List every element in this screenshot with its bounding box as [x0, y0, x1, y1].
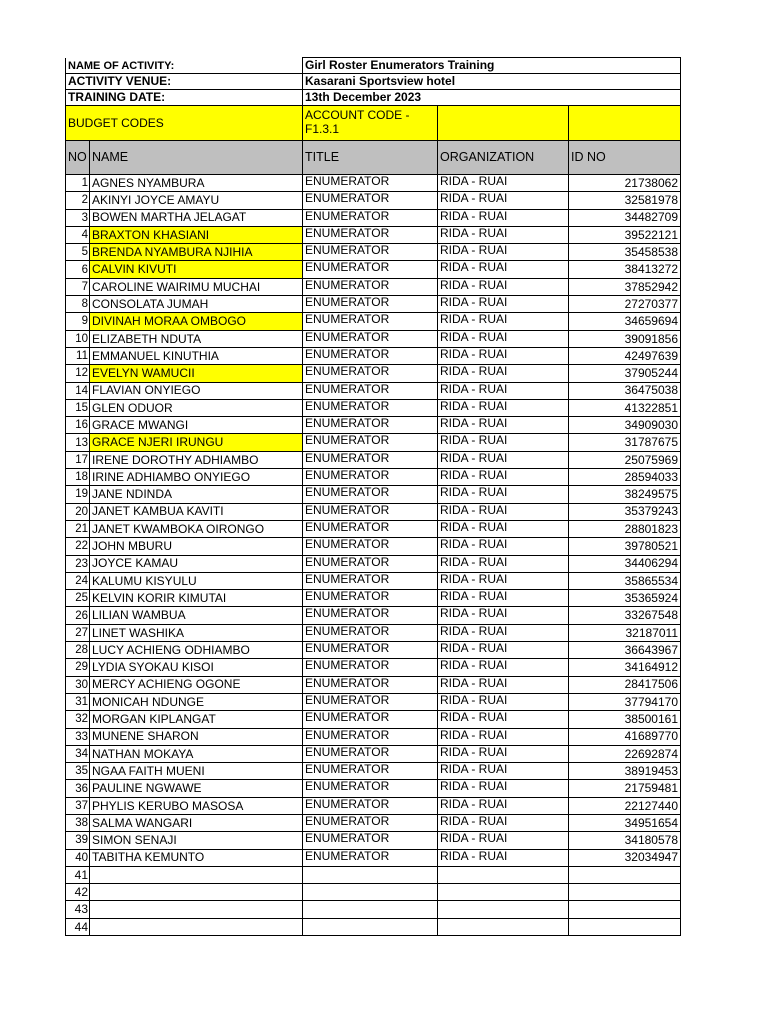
- organization-cell[interactable]: RIDA - RUAI: [438, 313, 569, 330]
- id-no-cell[interactable]: 41322851: [569, 399, 681, 416]
- name-cell[interactable]: JANET KAMBUA KAVITI: [90, 503, 303, 520]
- table-row: [66, 347, 681, 364]
- organization-cell[interactable]: RIDA - RUAI: [438, 382, 569, 399]
- row-number-cell[interactable]: 31: [66, 693, 90, 710]
- budget-code-empty-cell[interactable]: [438, 106, 569, 141]
- title-cell[interactable]: ENUMERATOR: [303, 469, 438, 486]
- table-row: [66, 642, 681, 659]
- table-row: [66, 918, 681, 935]
- title-cell[interactable]: ENUMERATOR: [303, 192, 438, 209]
- organization-cell[interactable]: RIDA - RUAI: [438, 624, 569, 641]
- row-number-cell[interactable]: 12: [66, 365, 90, 382]
- name-cell[interactable]: NATHAN MOKAYA: [90, 745, 303, 762]
- table-row: [66, 711, 681, 728]
- name-cell[interactable]: JANET KWAMBOKA OIRONGO: [90, 520, 303, 537]
- organization-cell[interactable]: RIDA - RUAI: [438, 520, 569, 537]
- id-no-cell[interactable]: 35365924: [569, 590, 681, 607]
- id-no-cell[interactable]: 38500161: [569, 711, 681, 728]
- organization-cell[interactable]: RIDA - RUAI: [438, 849, 569, 866]
- table-row: [66, 745, 681, 762]
- empty-cell[interactable]: [90, 866, 303, 883]
- table-row: [66, 780, 681, 797]
- row-number-cell[interactable]: 38: [66, 814, 90, 831]
- organization-cell[interactable]: RIDA - RUAI: [438, 296, 569, 313]
- id-no-cell[interactable]: 36475038: [569, 382, 681, 399]
- title-cell[interactable]: ENUMERATOR: [303, 659, 438, 676]
- id-no-cell[interactable]: 34951654: [569, 814, 681, 831]
- empty-cell[interactable]: [438, 918, 569, 935]
- id-no-cell[interactable]: 34909030: [569, 417, 681, 434]
- id-no-cell[interactable]: 32581978: [569, 192, 681, 209]
- title-cell[interactable]: ENUMERATOR: [303, 676, 438, 693]
- name-cell[interactable]: MERCY ACHIENG OGONE: [90, 676, 303, 693]
- table-row: [66, 434, 681, 451]
- activity-name-value[interactable]: Girl Roster Enumerators Training: [303, 58, 681, 74]
- table-row: [66, 278, 681, 295]
- name-cell[interactable]: CALVIN KIVUTI: [90, 261, 303, 278]
- row-number-cell[interactable]: 8: [66, 296, 90, 313]
- row-number-cell[interactable]: 20: [66, 503, 90, 520]
- organization-cell[interactable]: RIDA - RUAI: [438, 538, 569, 555]
- row-number-cell[interactable]: 28: [66, 642, 90, 659]
- id-no-cell[interactable]: 21759481: [569, 780, 681, 797]
- table-row: [66, 814, 681, 831]
- id-no-cell[interactable]: 34659694: [569, 313, 681, 330]
- row-number-cell[interactable]: 35: [66, 763, 90, 780]
- row-number-cell[interactable]: 16: [66, 417, 90, 434]
- row-number-cell[interactable]: 41: [66, 866, 90, 883]
- id-no-cell[interactable]: 35458538: [569, 244, 681, 261]
- table-row: [66, 659, 681, 676]
- table-row: [66, 330, 681, 347]
- organization-cell[interactable]: RIDA - RUAI: [438, 745, 569, 762]
- id-no-cell[interactable]: 32187011: [569, 624, 681, 641]
- row-number-cell[interactable]: 13: [66, 434, 90, 451]
- table-row: [66, 209, 681, 226]
- column-header-no: NO: [66, 141, 90, 175]
- column-header-title: TITLE: [303, 141, 438, 175]
- row-number-cell[interactable]: 40: [66, 849, 90, 866]
- table-row: [66, 175, 681, 192]
- empty-cell[interactable]: [569, 884, 681, 901]
- title-cell[interactable]: ENUMERATOR: [303, 226, 438, 243]
- organization-cell[interactable]: RIDA - RUAI: [438, 469, 569, 486]
- row-number-cell[interactable]: 2: [66, 192, 90, 209]
- organization-cell[interactable]: RIDA - RUAI: [438, 728, 569, 745]
- id-no-cell[interactable]: 36643967: [569, 642, 681, 659]
- organization-cell[interactable]: RIDA - RUAI: [438, 814, 569, 831]
- empty-cell[interactable]: [303, 866, 438, 883]
- name-cell[interactable]: MORGAN KIPLANGAT: [90, 711, 303, 728]
- empty-cell[interactable]: [438, 901, 569, 918]
- venue-value[interactable]: Kasarani Sportsview hotel: [303, 74, 681, 90]
- table-row: [66, 832, 681, 849]
- name-cell[interactable]: LUCY ACHIENG ODHIAMBO: [90, 642, 303, 659]
- table-row: [66, 693, 681, 710]
- row-number-cell[interactable]: 37: [66, 797, 90, 814]
- row-number-cell[interactable]: 26: [66, 607, 90, 624]
- name-cell[interactable]: FLAVIAN ONYIEGO: [90, 382, 303, 399]
- name-cell[interactable]: BOWEN MARTHA JELAGAT: [90, 209, 303, 226]
- organization-cell[interactable]: RIDA - RUAI: [438, 503, 569, 520]
- empty-cell[interactable]: [569, 901, 681, 918]
- empty-cell[interactable]: [303, 884, 438, 901]
- title-cell[interactable]: ENUMERATOR: [303, 520, 438, 537]
- row-number-cell[interactable]: 42: [66, 884, 90, 901]
- title-cell[interactable]: ENUMERATOR: [303, 814, 438, 831]
- id-no-cell[interactable]: 25075969: [569, 451, 681, 468]
- title-cell[interactable]: ENUMERATOR: [303, 330, 438, 347]
- date-value[interactable]: 13th December 2023: [303, 90, 681, 106]
- title-cell[interactable]: ENUMERATOR: [303, 849, 438, 866]
- table-row: [66, 590, 681, 607]
- organization-cell[interactable]: RIDA - RUAI: [438, 330, 569, 347]
- id-no-cell[interactable]: 38249575: [569, 486, 681, 503]
- organization-cell[interactable]: RIDA - RUAI: [438, 572, 569, 589]
- table-row: [66, 244, 681, 261]
- id-no-cell[interactable]: 28801823: [569, 520, 681, 537]
- id-no-cell[interactable]: 37852942: [569, 278, 681, 295]
- name-cell[interactable]: KALUMU KISYULU: [90, 572, 303, 589]
- date-label: TRAINING DATE:: [66, 90, 303, 106]
- title-cell[interactable]: ENUMERATOR: [303, 693, 438, 710]
- table-row: [66, 192, 681, 209]
- id-no-cell[interactable]: 41689770: [569, 728, 681, 745]
- id-no-cell[interactable]: 34482709: [569, 209, 681, 226]
- name-cell[interactable]: BRENDA NYAMBURA NJIHIA: [90, 244, 303, 261]
- row-number-cell[interactable]: 14: [66, 382, 90, 399]
- table-row: [66, 728, 681, 745]
- activity-name-row: [66, 58, 681, 74]
- column-header-name: NAME: [90, 141, 303, 175]
- table-row: [66, 313, 681, 330]
- row-number-cell[interactable]: 1: [66, 175, 90, 192]
- table-row: [66, 469, 681, 486]
- organization-cell[interactable]: RIDA - RUAI: [438, 607, 569, 624]
- row-number-cell[interactable]: 30: [66, 676, 90, 693]
- row-number-cell[interactable]: 25: [66, 590, 90, 607]
- row-number-cell[interactable]: 23: [66, 555, 90, 572]
- organization-cell[interactable]: RIDA - RUAI: [438, 797, 569, 814]
- id-no-cell[interactable]: 28594033: [569, 469, 681, 486]
- table-row: [66, 486, 681, 503]
- row-number-cell[interactable]: 11: [66, 347, 90, 364]
- name-cell[interactable]: NGAA FAITH MUENI: [90, 763, 303, 780]
- row-number-cell[interactable]: 32: [66, 711, 90, 728]
- name-cell[interactable]: IRINE ADHIAMBO ONYIEGO: [90, 469, 303, 486]
- name-cell[interactable]: CONSOLATA JUMAH: [90, 296, 303, 313]
- column-header-organization: ORGANIZATION: [438, 141, 569, 175]
- title-cell[interactable]: ENUMERATOR: [303, 313, 438, 330]
- organization-cell[interactable]: RIDA - RUAI: [438, 642, 569, 659]
- row-number-cell[interactable]: 19: [66, 486, 90, 503]
- id-no-cell[interactable]: 34164912: [569, 659, 681, 676]
- table-row: [66, 261, 681, 278]
- table-row: [66, 607, 681, 624]
- title-cell[interactable]: ENUMERATOR: [303, 296, 438, 313]
- id-no-cell[interactable]: 27270377: [569, 296, 681, 313]
- name-cell[interactable]: GRACE MWANGI: [90, 417, 303, 434]
- table-row: [66, 365, 681, 382]
- title-cell[interactable]: ENUMERATOR: [303, 399, 438, 416]
- table-row: [66, 226, 681, 243]
- row-number-cell[interactable]: 44: [66, 918, 90, 935]
- table-row: [66, 296, 681, 313]
- empty-cell[interactable]: [90, 918, 303, 935]
- id-no-cell[interactable]: 35865534: [569, 572, 681, 589]
- row-number-cell[interactable]: 33: [66, 728, 90, 745]
- title-cell[interactable]: ENUMERATOR: [303, 780, 438, 797]
- organization-cell[interactable]: RIDA - RUAI: [438, 399, 569, 416]
- organization-cell[interactable]: RIDA - RUAI: [438, 590, 569, 607]
- organization-cell[interactable]: RIDA - RUAI: [438, 175, 569, 192]
- organization-cell[interactable]: RIDA - RUAI: [438, 832, 569, 849]
- title-cell[interactable]: ENUMERATOR: [303, 503, 438, 520]
- name-cell[interactable]: PAULINE NGWAWE: [90, 780, 303, 797]
- name-cell[interactable]: KELVIN KORIR KIMUTAI: [90, 590, 303, 607]
- organization-cell[interactable]: RIDA - RUAI: [438, 347, 569, 364]
- table-row: [66, 901, 681, 918]
- id-no-cell[interactable]: 35379243: [569, 503, 681, 520]
- table-row: [66, 797, 681, 814]
- name-cell[interactable]: EMMANUEL KINUTHIA: [90, 347, 303, 364]
- table-row: [66, 763, 681, 780]
- name-cell[interactable]: TABITHA KEMUNTO: [90, 849, 303, 866]
- row-number-cell[interactable]: 22: [66, 538, 90, 555]
- row-number-cell[interactable]: 27: [66, 624, 90, 641]
- title-cell[interactable]: ENUMERATOR: [303, 261, 438, 278]
- title-cell[interactable]: ENUMERATOR: [303, 642, 438, 659]
- name-cell[interactable]: MUNENE SHARON: [90, 728, 303, 745]
- organization-cell[interactable]: RIDA - RUAI: [438, 711, 569, 728]
- row-number-cell[interactable]: 17: [66, 451, 90, 468]
- row-number-cell[interactable]: 15: [66, 399, 90, 416]
- organization-cell[interactable]: RIDA - RUAI: [438, 209, 569, 226]
- name-cell[interactable]: ELIZABETH NDUTA: [90, 330, 303, 347]
- name-cell[interactable]: BRAXTON KHASIANI: [90, 226, 303, 243]
- venue-row: [66, 74, 681, 90]
- organization-cell[interactable]: RIDA - RUAI: [438, 486, 569, 503]
- empty-cell[interactable]: [569, 918, 681, 935]
- title-cell[interactable]: ENUMERATOR: [303, 745, 438, 762]
- empty-cell[interactable]: [438, 866, 569, 883]
- id-no-cell[interactable]: 34180578: [569, 832, 681, 849]
- table-row: [66, 451, 681, 468]
- title-cell[interactable]: ENUMERATOR: [303, 711, 438, 728]
- table-row: [66, 503, 681, 520]
- name-cell[interactable]: EVELYN WAMUCII: [90, 365, 303, 382]
- title-cell[interactable]: ENUMERATOR: [303, 590, 438, 607]
- title-cell[interactable]: ENUMERATOR: [303, 832, 438, 849]
- row-number-cell[interactable]: 24: [66, 572, 90, 589]
- id-no-cell[interactable]: 32034947: [569, 849, 681, 866]
- title-cell[interactable]: ENUMERATOR: [303, 417, 438, 434]
- row-number-cell[interactable]: 10: [66, 330, 90, 347]
- id-no-cell[interactable]: 37794170: [569, 693, 681, 710]
- organization-cell[interactable]: RIDA - RUAI: [438, 226, 569, 243]
- empty-cell[interactable]: [569, 866, 681, 883]
- id-no-cell[interactable]: 21738062: [569, 175, 681, 192]
- title-cell[interactable]: ENUMERATOR: [303, 486, 438, 503]
- organization-cell[interactable]: RIDA - RUAI: [438, 192, 569, 209]
- title-cell[interactable]: ENUMERATOR: [303, 209, 438, 226]
- row-number-cell[interactable]: 5: [66, 244, 90, 261]
- name-cell[interactable]: JOHN MBURU: [90, 538, 303, 555]
- budget-code-empty-cell[interactable]: [569, 106, 681, 141]
- id-no-cell[interactable]: 33267548: [569, 607, 681, 624]
- organization-cell[interactable]: RIDA - RUAI: [438, 676, 569, 693]
- table-row: [66, 555, 681, 572]
- name-cell[interactable]: CAROLINE WAIRIMU MUCHAI: [90, 278, 303, 295]
- id-no-cell[interactable]: 34406294: [569, 555, 681, 572]
- organization-cell[interactable]: RIDA - RUAI: [438, 434, 569, 451]
- id-no-cell[interactable]: 42497639: [569, 347, 681, 364]
- title-cell[interactable]: ENUMERATOR: [303, 607, 438, 624]
- table-row: [66, 624, 681, 641]
- date-row: [66, 90, 681, 106]
- title-cell[interactable]: ENUMERATOR: [303, 365, 438, 382]
- budget-codes-label: BUDGET CODES: [66, 106, 303, 141]
- row-number-cell[interactable]: 43: [66, 901, 90, 918]
- table-row: [66, 538, 681, 555]
- title-cell[interactable]: ENUMERATOR: [303, 728, 438, 745]
- organization-cell[interactable]: RIDA - RUAI: [438, 261, 569, 278]
- name-cell[interactable]: DIVINAH MORAA OMBOGO: [90, 313, 303, 330]
- table-row: [66, 399, 681, 416]
- id-no-cell[interactable]: 38919453: [569, 763, 681, 780]
- row-number-cell[interactable]: 21: [66, 520, 90, 537]
- name-cell[interactable]: PHYLIS KERUBO MASOSA: [90, 797, 303, 814]
- title-cell[interactable]: ENUMERATOR: [303, 451, 438, 468]
- name-cell[interactable]: LINET WASHIKA: [90, 624, 303, 641]
- row-number-cell[interactable]: 18: [66, 469, 90, 486]
- name-cell[interactable]: JANE NDINDA: [90, 486, 303, 503]
- name-cell[interactable]: IRENE DOROTHY ADHIAMBO: [90, 451, 303, 468]
- table-row: [66, 382, 681, 399]
- row-number-cell[interactable]: 36: [66, 780, 90, 797]
- empty-cell[interactable]: [303, 918, 438, 935]
- empty-cell[interactable]: [90, 901, 303, 918]
- name-cell[interactable]: MONICAH NDUNGE: [90, 693, 303, 710]
- name-cell[interactable]: AGNES NYAMBURA: [90, 175, 303, 192]
- venue-label: ACTIVITY VENUE:: [66, 74, 303, 90]
- table-row: [66, 572, 681, 589]
- id-no-cell[interactable]: 39091856: [569, 330, 681, 347]
- title-cell[interactable]: ENUMERATOR: [303, 538, 438, 555]
- title-cell[interactable]: ENUMERATOR: [303, 797, 438, 814]
- organization-cell[interactable]: RIDA - RUAI: [438, 780, 569, 797]
- column-header-id-no: ID NO: [569, 141, 681, 175]
- id-no-cell[interactable]: 38413272: [569, 261, 681, 278]
- id-no-cell[interactable]: 39780521: [569, 538, 681, 555]
- organization-cell[interactable]: RIDA - RUAI: [438, 244, 569, 261]
- title-cell[interactable]: ENUMERATOR: [303, 382, 438, 399]
- table-row: [66, 520, 681, 537]
- title-cell[interactable]: ENUMERATOR: [303, 278, 438, 295]
- name-cell[interactable]: GRACE NJERI IRUNGU: [90, 434, 303, 451]
- title-cell[interactable]: ENUMERATOR: [303, 763, 438, 780]
- id-no-cell[interactable]: 22127440: [569, 797, 681, 814]
- title-cell[interactable]: ENUMERATOR: [303, 624, 438, 641]
- row-number-cell[interactable]: 6: [66, 261, 90, 278]
- id-no-cell[interactable]: 37905244: [569, 365, 681, 382]
- budget-codes-row: [66, 106, 681, 141]
- name-cell[interactable]: SALMA WANGARI: [90, 814, 303, 831]
- organization-cell[interactable]: RIDA - RUAI: [438, 693, 569, 710]
- name-cell[interactable]: AKINYI JOYCE AMAYU: [90, 192, 303, 209]
- row-number-cell[interactable]: 3: [66, 209, 90, 226]
- empty-cell[interactable]: [438, 884, 569, 901]
- table-row: [66, 849, 681, 866]
- attendance-sheet: [65, 57, 681, 936]
- id-no-cell[interactable]: 31787675: [569, 434, 681, 451]
- id-no-cell[interactable]: 22692874: [569, 745, 681, 762]
- id-no-cell[interactable]: 39522121: [569, 226, 681, 243]
- row-number-cell[interactable]: 4: [66, 226, 90, 243]
- organization-cell[interactable]: RIDA - RUAI: [438, 278, 569, 295]
- table-row: [66, 866, 681, 883]
- activity-name-label: NAME OF ACTIVITY:: [66, 58, 303, 74]
- row-number-cell[interactable]: 34: [66, 745, 90, 762]
- name-cell[interactable]: LILIAN WAMBUA: [90, 607, 303, 624]
- title-cell[interactable]: ENUMERATOR: [303, 434, 438, 451]
- row-number-cell[interactable]: 39: [66, 832, 90, 849]
- row-number-cell[interactable]: 29: [66, 659, 90, 676]
- id-no-cell[interactable]: 28417506: [569, 676, 681, 693]
- title-cell[interactable]: ENUMERATOR: [303, 244, 438, 261]
- title-cell[interactable]: ENUMERATOR: [303, 175, 438, 192]
- column-header-row: [66, 141, 681, 175]
- organization-cell[interactable]: RIDA - RUAI: [438, 417, 569, 434]
- title-cell[interactable]: ENUMERATOR: [303, 347, 438, 364]
- organization-cell[interactable]: RIDA - RUAI: [438, 365, 569, 382]
- account-code-cell[interactable]: ACCOUNT CODE - F1.3.1: [303, 106, 438, 141]
- table-row: [66, 884, 681, 901]
- table-row: [66, 676, 681, 693]
- table-row: [66, 417, 681, 434]
- empty-cell[interactable]: [303, 901, 438, 918]
- name-cell[interactable]: JOYCE KAMAU: [90, 555, 303, 572]
- row-number-cell[interactable]: 9: [66, 313, 90, 330]
- title-cell[interactable]: ENUMERATOR: [303, 572, 438, 589]
- organization-cell[interactable]: RIDA - RUAI: [438, 659, 569, 676]
- name-cell[interactable]: SIMON SENAJI: [90, 832, 303, 849]
- row-number-cell[interactable]: 7: [66, 278, 90, 295]
- name-cell[interactable]: GLEN ODUOR: [90, 399, 303, 416]
- empty-cell[interactable]: [90, 884, 303, 901]
- title-cell[interactable]: ENUMERATOR: [303, 555, 438, 572]
- name-cell[interactable]: LYDIA SYOKAU KISOI: [90, 659, 303, 676]
- organization-cell[interactable]: RIDA - RUAI: [438, 451, 569, 468]
- organization-cell[interactable]: RIDA - RUAI: [438, 763, 569, 780]
- organization-cell[interactable]: RIDA - RUAI: [438, 555, 569, 572]
